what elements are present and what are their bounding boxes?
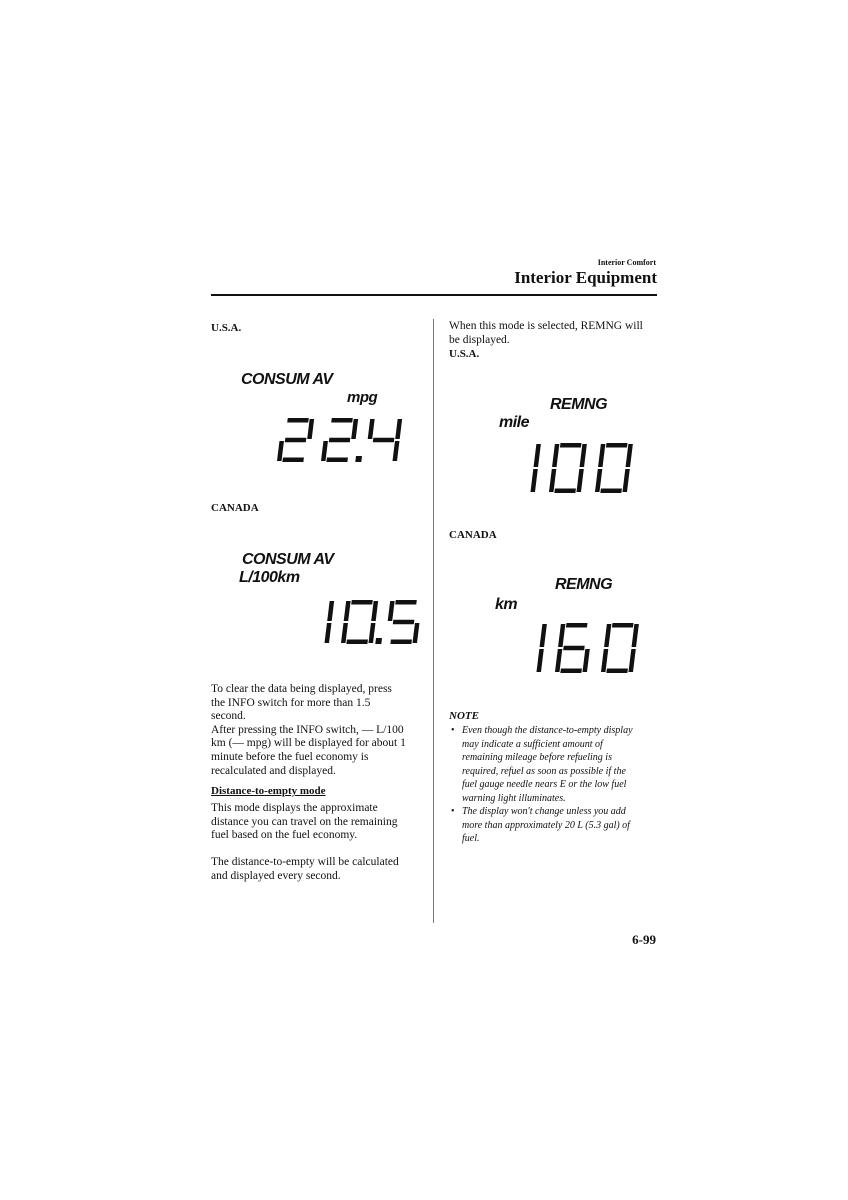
usa-heading-left: U.S.A. <box>211 322 242 334</box>
lcd-segment <box>606 443 628 448</box>
lcd-segment <box>563 646 585 651</box>
lcd-segment <box>331 418 353 423</box>
lcd-segment <box>606 669 628 674</box>
lcd-segment <box>598 444 605 467</box>
text-line: The display won't change unless you add <box>462 806 626 817</box>
text-line: fuel based on the fuel economy. <box>211 829 358 842</box>
lcd-display-consum-canada <box>211 540 421 660</box>
text-line: second. <box>211 710 246 723</box>
lcd-segment <box>552 444 559 467</box>
text-line: fuel gauge needle nears E or the low fuel <box>462 779 627 790</box>
header-rule <box>211 294 657 296</box>
lcd-mode-label: REMNG <box>550 396 608 413</box>
lcd-display-remng-usa <box>449 385 659 505</box>
dte-description-paragraph <box>211 802 426 843</box>
lcd-unit-label: mile <box>499 414 530 431</box>
column-divider <box>433 319 434 923</box>
text-line: more than approximately 20 L (5.3 gal) of <box>462 819 630 831</box>
lcd-segment <box>325 623 332 643</box>
lcd-segment <box>540 624 547 647</box>
lcd-segment <box>390 640 412 645</box>
canada-heading-left: CANADA <box>211 502 259 514</box>
text-line: Even though the distance-to-empty display <box>462 725 633 736</box>
text-line: km (— mpg) will be displayed for about 1 <box>211 737 406 750</box>
lcd-unit-label: L/100km <box>239 569 300 586</box>
lcd-segment <box>395 419 402 439</box>
lcd-segment <box>368 419 375 439</box>
text-line: the INFO switch for more than 1.5 <box>211 696 371 709</box>
note-title: NOTE <box>449 710 479 722</box>
lcd-segment <box>560 443 582 448</box>
lcd-segment <box>344 601 351 621</box>
text-line: recalculated and displayed. <box>211 764 336 777</box>
lcd-digits <box>277 418 397 464</box>
lcd-segment <box>282 458 304 463</box>
note-item <box>449 805 659 846</box>
lcd-segment <box>558 624 565 647</box>
lcd-segment <box>393 441 400 461</box>
lcd-segment <box>355 456 362 462</box>
text-line: be displayed. <box>449 333 510 346</box>
lcd-unit-label: km <box>495 596 518 613</box>
text-line: may indicate a sufficient amount of <box>462 738 603 750</box>
lcd-segment <box>329 438 351 443</box>
lcd-segment <box>373 438 395 443</box>
text-line: distance you can travel on the remaining <box>211 815 398 828</box>
lcd-mode-label: CONSUM AV <box>242 551 334 568</box>
lcd-segment <box>576 469 583 492</box>
text-line: required, refuel as soon as possible if the <box>462 765 626 777</box>
lcd-mode-label: CONSUM AV <box>241 371 333 388</box>
lcd-mode-label: REMNG <box>555 576 613 593</box>
text-line: minute before the fuel economy is <box>211 750 369 763</box>
lcd-segment <box>413 623 420 643</box>
note-box <box>449 710 659 846</box>
lcd-segment <box>395 600 417 605</box>
lcd-digits <box>509 623 613 675</box>
lcd-segment <box>612 623 634 628</box>
lcd-segment <box>622 469 629 492</box>
lcd-segment <box>534 444 541 467</box>
text-line: To clear the data being displayed, press <box>211 683 392 695</box>
lcd-segment <box>375 638 382 644</box>
lcd-digits <box>503 443 607 495</box>
lcd-segment <box>346 640 368 645</box>
distance-to-empty-heading: Distance-to-empty mode <box>211 785 326 797</box>
lcd-segment <box>287 418 309 423</box>
bullet-icon: • <box>451 806 455 817</box>
lcd-segment <box>327 601 334 621</box>
lcd-segment <box>536 649 543 672</box>
lcd-unit-label: mpg <box>347 389 378 406</box>
lcd-display-consum-usa <box>211 360 421 480</box>
text-line: The distance-to-empty will be calculated <box>211 856 399 868</box>
clear-data-paragraph <box>211 683 426 778</box>
page-title: Interior Equipment <box>514 268 657 287</box>
page-number: 6-99 <box>632 932 656 947</box>
lcd-segment <box>530 469 537 492</box>
lcd-segment <box>326 458 348 463</box>
lcd-segment <box>604 624 611 647</box>
lcd-segment <box>566 623 588 628</box>
dte-calc-paragraph <box>211 856 426 883</box>
lcd-segment <box>560 669 582 674</box>
lcd-segment <box>369 623 376 643</box>
text-line: After pressing the INFO switch, — L/100 <box>211 723 404 736</box>
section-label: Interior Comfort <box>597 258 656 267</box>
bullet-icon: • <box>451 725 455 736</box>
text-line: remaining mileage before refueling is <box>462 752 612 763</box>
text-line: This mode displays the approximate <box>211 802 378 814</box>
lcd-segment <box>554 489 576 494</box>
note-list <box>449 724 659 846</box>
lcd-segment <box>351 600 373 605</box>
text-line: fuel. <box>462 833 480 844</box>
lcd-display-remng-canada <box>449 566 659 686</box>
lcd-segment <box>285 438 307 443</box>
note-item <box>449 724 659 805</box>
lcd-segment <box>582 649 589 672</box>
lcd-segment <box>388 601 395 621</box>
lcd-segment <box>628 649 635 672</box>
text-line: warning light illuminates. <box>462 792 566 804</box>
remng-intro-paragraph <box>449 320 664 347</box>
usa-heading-right: U.S.A. <box>449 348 480 360</box>
canada-heading-right: CANADA <box>449 529 497 541</box>
lcd-digits <box>297 600 393 646</box>
text-line: When this mode is selected, REMNG will <box>449 320 643 332</box>
lcd-segment <box>393 620 415 625</box>
text-line: and displayed every second. <box>211 869 341 882</box>
lcd-segment <box>600 489 622 494</box>
